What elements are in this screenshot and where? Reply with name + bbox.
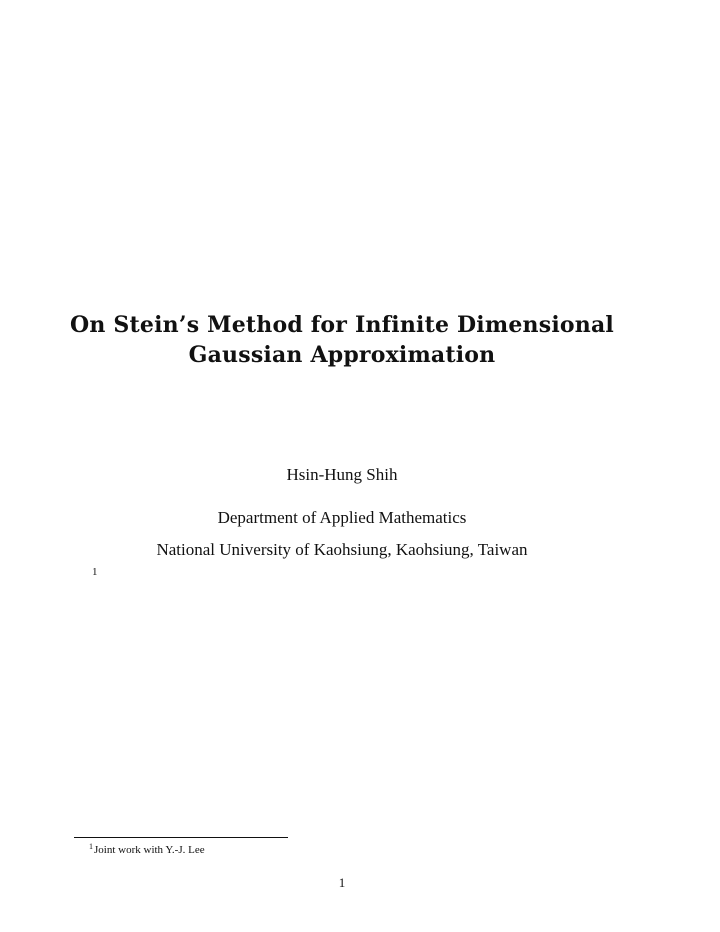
title-line-2: Gaussian Approximation (188, 342, 496, 368)
title-line-1: On Stein’s Method for Infinite Dimensional (70, 312, 614, 338)
footnote-text: Joint work with Y.-J. Lee (94, 844, 205, 856)
page-number: 1 (338, 875, 346, 890)
footnote (89, 842, 205, 856)
footnote-rule (74, 837, 288, 838)
university: National University of Kaohsiung, Kaohsiung, Taiwan (156, 540, 528, 559)
paper-title (0, 310, 684, 370)
department: Department of Applied Mathematics (217, 508, 467, 527)
footnote-number: 1 (89, 842, 93, 851)
author-name: Hsin-Hung Shih (286, 465, 398, 484)
footnote-marker: 1 (92, 566, 98, 578)
